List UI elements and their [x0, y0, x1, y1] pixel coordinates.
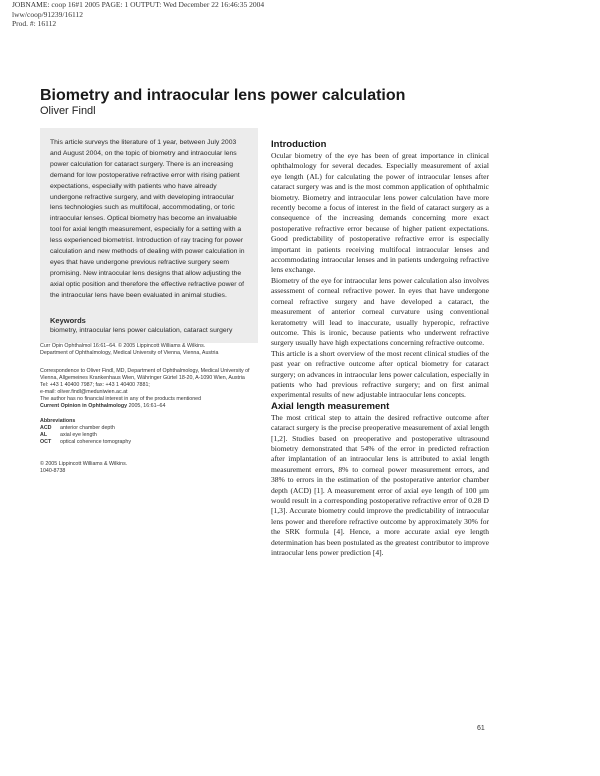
article-author: Oliver Findl	[40, 105, 96, 117]
job-header-line2: lww/coop/91239/16112	[12, 9, 83, 19]
abbreviation-value: anterior chamber depth	[60, 425, 115, 432]
introduction-heading: Introduction	[271, 139, 327, 150]
abbreviations-block	[40, 418, 258, 446]
telephone: Tel: +43 1 40400 7987; fax: +43 1 40400 7881;	[40, 381, 150, 388]
left-column	[40, 128, 258, 475]
email: e-mail: oliver.findl@meduniwien.ac.at	[40, 388, 128, 395]
journal-name: Current Opinion in Ophthalmology	[40, 403, 128, 410]
introduction-paragraph-2: Biometry of the eye for intraocular lens power calculation also involves assessment of corneal refractive power. In eyes that have undergone corneal refractive surgery and have developed a cataract, the measurement of anterior corneal curvature using conventional keratometry will lead to inaccurate, usually hyperopic, refractive outcome. This is ironic, because patients who underwent refractive surgery usually have high expectations concerning refractive outcome.	[271, 275, 489, 348]
keywords-title: Keywords	[50, 315, 86, 325]
correspondence-block	[40, 368, 258, 396]
abbreviation-value: axial eye length	[60, 432, 97, 439]
abbreviation-row	[40, 439, 258, 446]
copyright-block	[40, 461, 258, 475]
introduction-paragraph-3: This article is a short overview of the most recent clinical studies of the past year on refractive outcome after optical biometry for cataract surgery; on advances in intraocular lens power calculation, especially in patients who had previous refractive surgery; and on first animal experimental results of new adjustable intraocular lens concepts.	[271, 348, 489, 400]
axial-length-heading: Axial length measurement	[271, 400, 390, 412]
introduction-paragraph-1: Ocular biometry of the eye has been of great importance in clinical ophthalmology for several decades. Especially measurement of axial eye length (AL) for calculating the power of intraocular lenses after cataract surgery was and is the most common application of ophthalmic biometry. Biometry and intraocular lens power calculation have more recently become a focus of interest in the field of cataract surgery as a consequence of the increasing demands concerning more exact postoperative refractive error because of higher patient expectations. Good predictability of postoperative refractive error is especially important in patients receiving multifocal intraocular lenses and accommodating intraocular lenses and in patients undergoing refractive lens exchange.	[271, 151, 489, 275]
financial-interest: The author has no financial interest in any of the products mentioned	[40, 395, 202, 402]
article-meta	[40, 343, 258, 474]
axial-length-paragraph-1: The most critical step to attain the desired refractive outcome after cataract surgery is the precise preoperative measurement of axial length [1,2]. Studies based on preoperative and postoperative ultrasound biometry demonstrated that 54% of the error in predicted refraction after implantation of an intraocular lens is attributed to axial length measurement errors, 8% to corneal power measurement errors, and 38% to errors in the estimation of the postoperative anterior chamber depth (ACD) [1]. A measurement error of axial eye length of 100 μm would result in a corresponding postoperative refractive error of 0.28 D [1,3]. Accurate biometry could improve the predictability of intraocular lens power and therefore refractive outcome by approximately 30% for the SRK formula [4]. Hence, a more accurate axial eye length determination has been postulated as the greatest contributor to improve intraocular lens power prediction [4].	[271, 412, 489, 558]
job-header-line3: Prod. #: 16112	[12, 19, 57, 28]
abbreviation-key: OCT	[40, 439, 52, 446]
job-header-line1: JOBNAME: coop 16#1 2005 PAGE: 1 OUTPUT: Wed December 22 16:46:35 2004	[12, 0, 265, 9]
abbreviation-key: AL	[40, 432, 48, 439]
correspondence: Correspondence to Oliver Findl, MD, Department of Ophthalmology, Medical University of Vienna, Allgemeines Krankenhaus Wien, Währinger Gürtel 18-20, A-1090 Wien, Austria	[40, 367, 250, 381]
abbreviations-title: Abbreviations	[40, 418, 76, 425]
abstract-text: This article surveys the literature of 1 year, between July 2003 and August 2004, on the topic of biometry and intraocular lens power calculation for cataract surgery. There is an increasing demand for low postoperative refractive error with rising patient expectations, especially with patients who have already undergone refractive surgery, and with developing intraocular lens technologies such as multifocal, accommodating, or toric intraocular lenses. Optical biometry has become an invaluable tool for axial length measurement, especially for a setting with a less experienced biometrist. Introduction of ray tracing for power calculation and new methods of dealing with power calculation in eyes that have undergone previous refractive surgery seem promising. New intraocular lens designs that allow adjusting the axial optic position and therefore the effective refractive power of the intraocular lens have been evaluated in animal studies.	[50, 139, 245, 299]
abbreviation-row	[40, 432, 258, 439]
abbreviation-value: optical coherence tomography	[60, 439, 131, 446]
journal-volume: 2005, 16:61–64	[127, 403, 166, 410]
affiliation: Department of Ophthalmology, Medical University of Vienna, Vienna, Austria	[40, 350, 219, 357]
issn: 1040-8738	[40, 467, 66, 474]
keywords-text: biometry, intraocular lens power calculation, cataract surgery	[50, 326, 233, 334]
citation: Curr Opin Ophthalmol 16:61–64. © 2005 Lippincott Williams & Wilkins.	[40, 343, 206, 350]
right-column	[271, 139, 489, 558]
job-header	[12, 0, 264, 29]
abbreviation-row	[40, 425, 258, 432]
copyright: © 2005 Lippincott Williams & Wilkins.	[40, 460, 128, 467]
journal-reference	[40, 403, 258, 410]
page-number: 61	[477, 725, 485, 732]
article-title: Biometry and intraocular lens power calculation	[40, 87, 406, 104]
abbreviation-key: ACD	[40, 425, 52, 432]
abstract-box	[40, 128, 258, 343]
